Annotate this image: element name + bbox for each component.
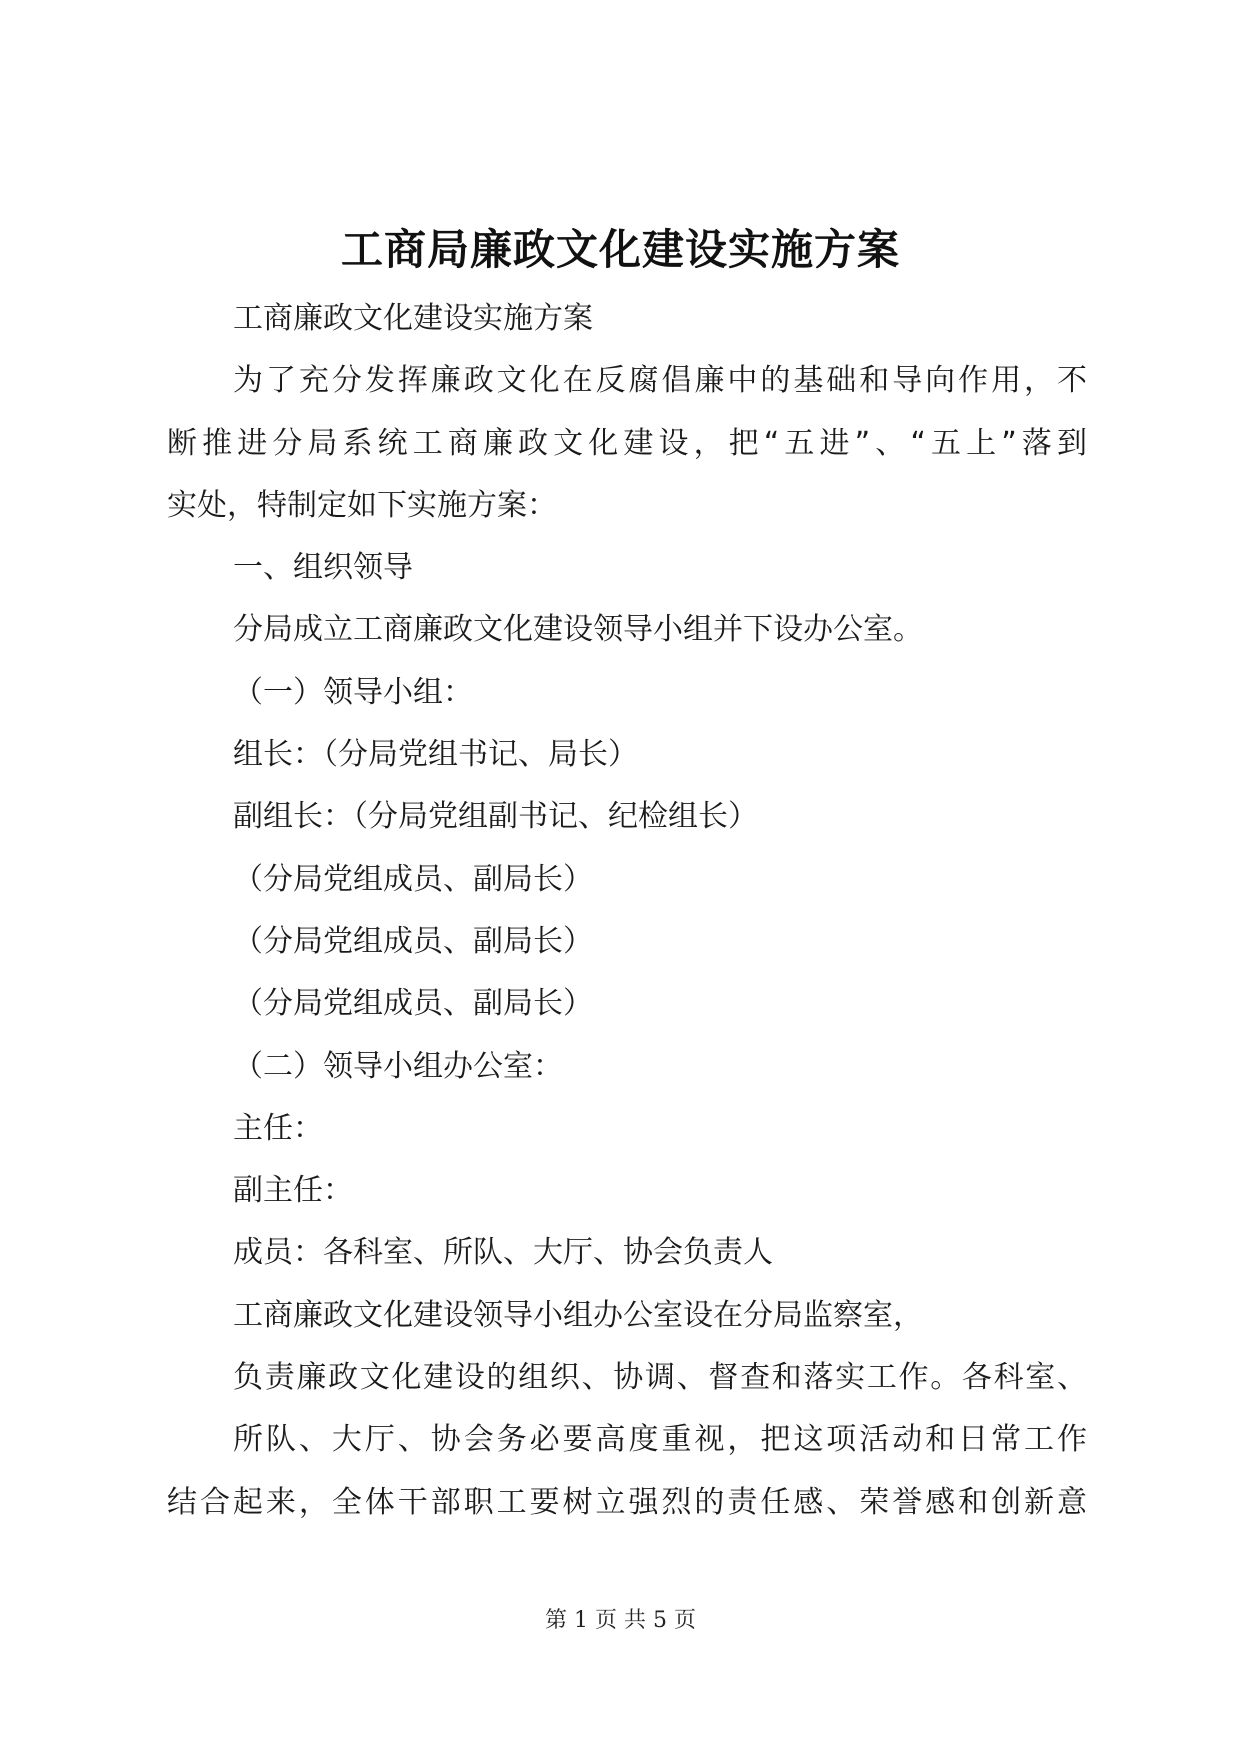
paragraph-line: 所队、大厅、协会务必要高度重视，把这项活动和日常工作 (233, 1422, 1087, 1458)
paragraph-line: 组长：（分局党组书记、局长） (233, 737, 638, 773)
paragraph-line: 结合起来，全体干部职工要树立强烈的责任感、荣誉感和创新意 (167, 1484, 1087, 1520)
paragraph-line: 成员：各科室、所队、大厅、协会负责人 (233, 1235, 773, 1271)
paragraph-line: 主任： (233, 1110, 323, 1146)
paragraph-line: （分局党组成员、副局长） (233, 923, 593, 959)
section-heading: 一、组织领导 (233, 550, 413, 586)
paragraph-line: 副主任： (233, 1173, 353, 1209)
paragraph-line: 工商廉政文化建设实施方案 (233, 301, 593, 336)
page-number: 第 1 页 共 5 页 (545, 1608, 696, 1633)
paragraph-line: 工商廉政文化建设领导小组办公室设在分局监察室， (233, 1297, 923, 1333)
paragraph-line: 负责廉政文化建设的组织、协调、督查和落实工作。各科室、 (233, 1360, 1087, 1396)
paragraph-line: （分局党组成员、副局长） (233, 986, 593, 1022)
subsection-heading: （二）领导小组办公室： (233, 1048, 563, 1084)
paragraph-line: 副组长：（分局党组副书记、纪检组长） (233, 799, 758, 835)
paragraph-line: 为了充分发挥廉政文化在反腐倡廉中的基础和导向作用，不 (233, 363, 1087, 399)
paragraph-line: 断推进分局系统工商廉政文化建设，把“五进”、“五上”落到 (167, 425, 1087, 461)
document-title: 工商局廉政文化建设实施方案 (340, 225, 900, 274)
document-body (167, 288, 1087, 1534)
paragraph-line: （分局党组成员、副局长） (233, 861, 593, 897)
subsection-heading: （一）领导小组： (233, 674, 473, 710)
paragraph-line: 分局成立工商廉政文化建设领导小组并下设办公室。 (233, 612, 923, 648)
paragraph-line: 实处，特制定如下实施方案： (167, 487, 557, 523)
